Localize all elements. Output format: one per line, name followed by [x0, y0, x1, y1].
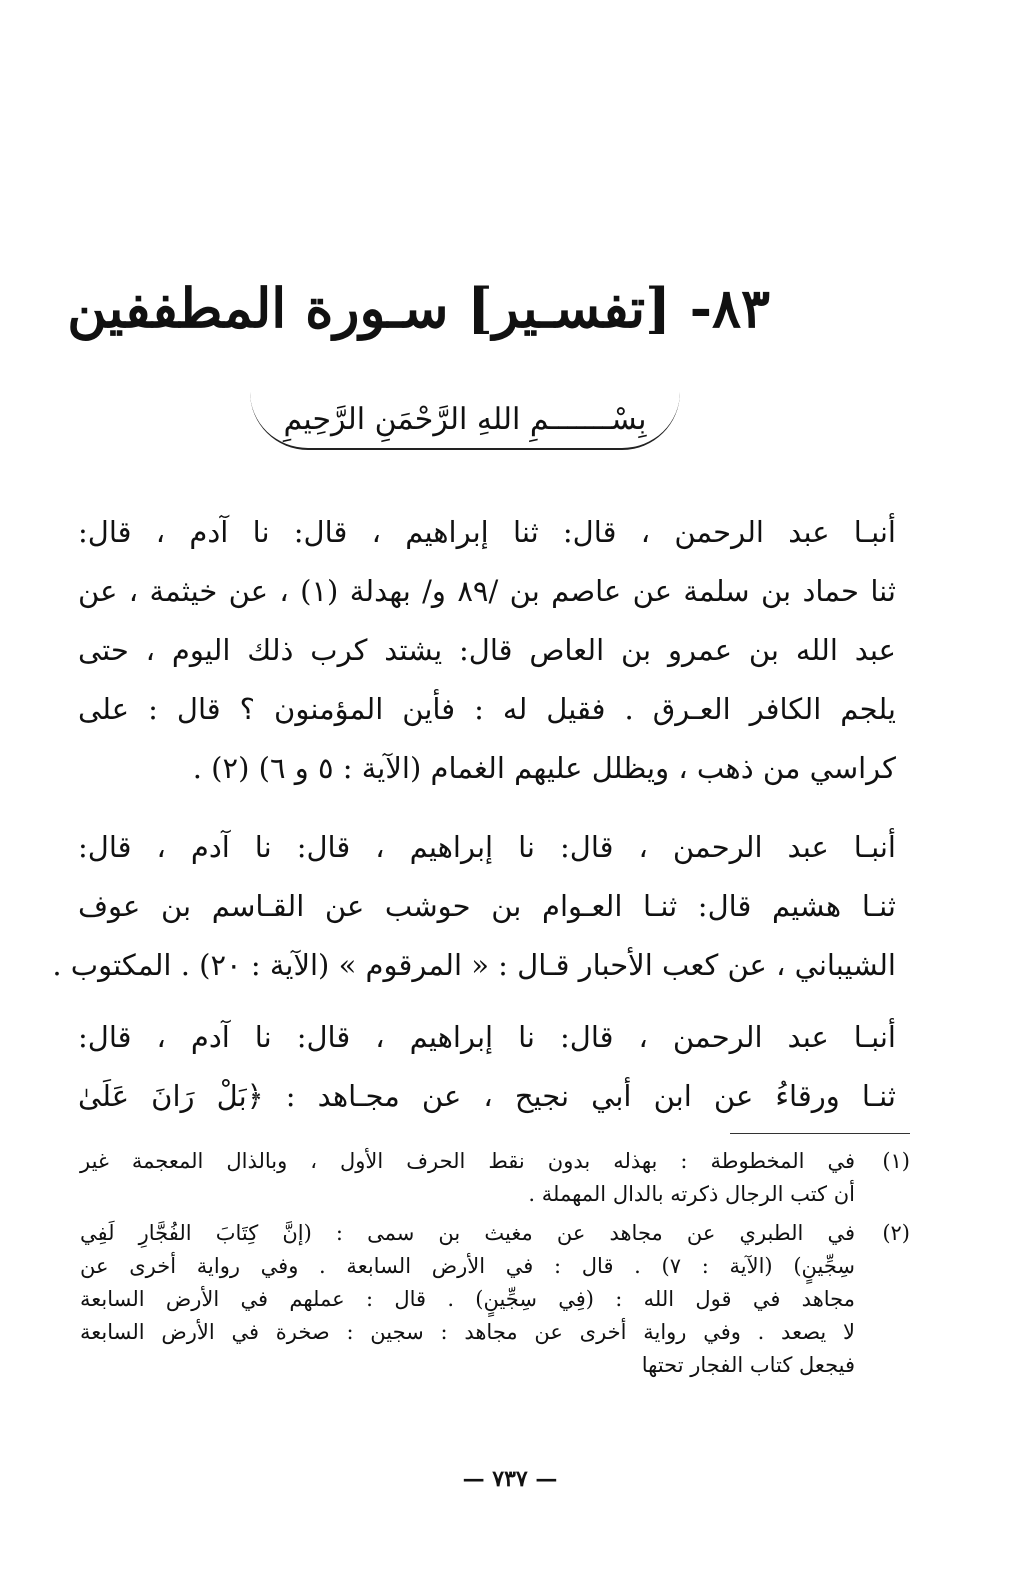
footnote-line: أن كتب الرجال ذكرته بالدال المهملة . [528, 1182, 855, 1206]
text-line: ثنـا ورقاءُ عن ابن أبي نجيح ، عن مجـاهد : ﴿بَلْ رَانَ عَلَىٰ [78, 1079, 896, 1113]
paragraph-2 [52, 818, 896, 995]
basmala-calligraphy: بِسْـــــــمِ اللهِ الرَّحْمَنِ الرَّحِيمِ [250, 392, 680, 450]
footnote-line: لا يصعد . وفي رواية أخرى عن مجاهد : سجين : صخرة في الأرض السابعة [80, 1320, 855, 1344]
footnote-1 [80, 1145, 910, 1211]
text-line: ثنـا هشيم قال: ثنـا العـوام بن حوشب عن القـاسم بن عوف [78, 889, 896, 923]
text-line: كراسي من ذهب ، ويظلل عليهم الغمام (الآية : ٥ و ٦) (٢) . [192, 751, 896, 785]
text-line: عبد الله بن عمرو بن العاص قال: يشتد كرب ذلك اليوم ، حتى [78, 633, 896, 667]
paragraph-3 [78, 1008, 896, 1126]
footnote-line: سِجِّينٍ) (الآية : ٧) . قال : في الأرض السابعة . وفي رواية أخرى عن [80, 1254, 855, 1278]
footnote-line: مجاهد في قول الله : (فِي سِجِّينٍ) . قال : عملهم في الأرض السابعة [80, 1287, 855, 1311]
footnote-separator [730, 1133, 910, 1134]
text-line: ثنا حماد بن سلمة عن عاصم بن /٨٩ و/ بهدلة (١) ، عن خيثمة ، عن [78, 574, 896, 608]
footnote-2 [80, 1217, 910, 1382]
text-line: أنبـا عبد الرحمن ، قال: نا إبراهيم ، قال: نا آدم ، قال: [78, 1020, 896, 1054]
text-line: أنبـا عبد الرحمن ، قال: ثنا إبراهيم ، قال: نا آدم ، قال: [78, 515, 896, 549]
footnotes [80, 1145, 910, 1388]
footnote-number: (١) [882, 1149, 910, 1173]
page-number: — ٧٣٧ — [462, 1466, 558, 1492]
surah-title: ٨٣- [تفسـير] سـورة المطففين [67, 276, 770, 340]
footnote-line: فيجعل كتاب الفجار تحتها [641, 1353, 855, 1377]
paragraph-1 [78, 503, 896, 798]
text-line: الشيباني ، عن كعب الأحبار قـال : « المرقوم » (الآية : ٢٠) . المكتوب . [52, 948, 896, 982]
footnote-line: في المخطوطة : بهذله بدون نقط الحرف الأول ، وبالذال المعجمة غير [80, 1149, 855, 1173]
footnote-number: (٢) [882, 1221, 910, 1245]
footnote-line: في الطبري عن مجاهد عن مغيث بن سمى : (إنَّ كِتَابَ الفُجَّارِ لَفِي [80, 1221, 855, 1245]
text-line: أنبـا عبد الرحمن ، قال: نا إبراهيم ، قال: نا آدم ، قال: [78, 830, 896, 864]
text-line: يلجم الكافر العـرق . فقيل له : فأين المؤمنون ؟ قال : على [78, 692, 896, 726]
